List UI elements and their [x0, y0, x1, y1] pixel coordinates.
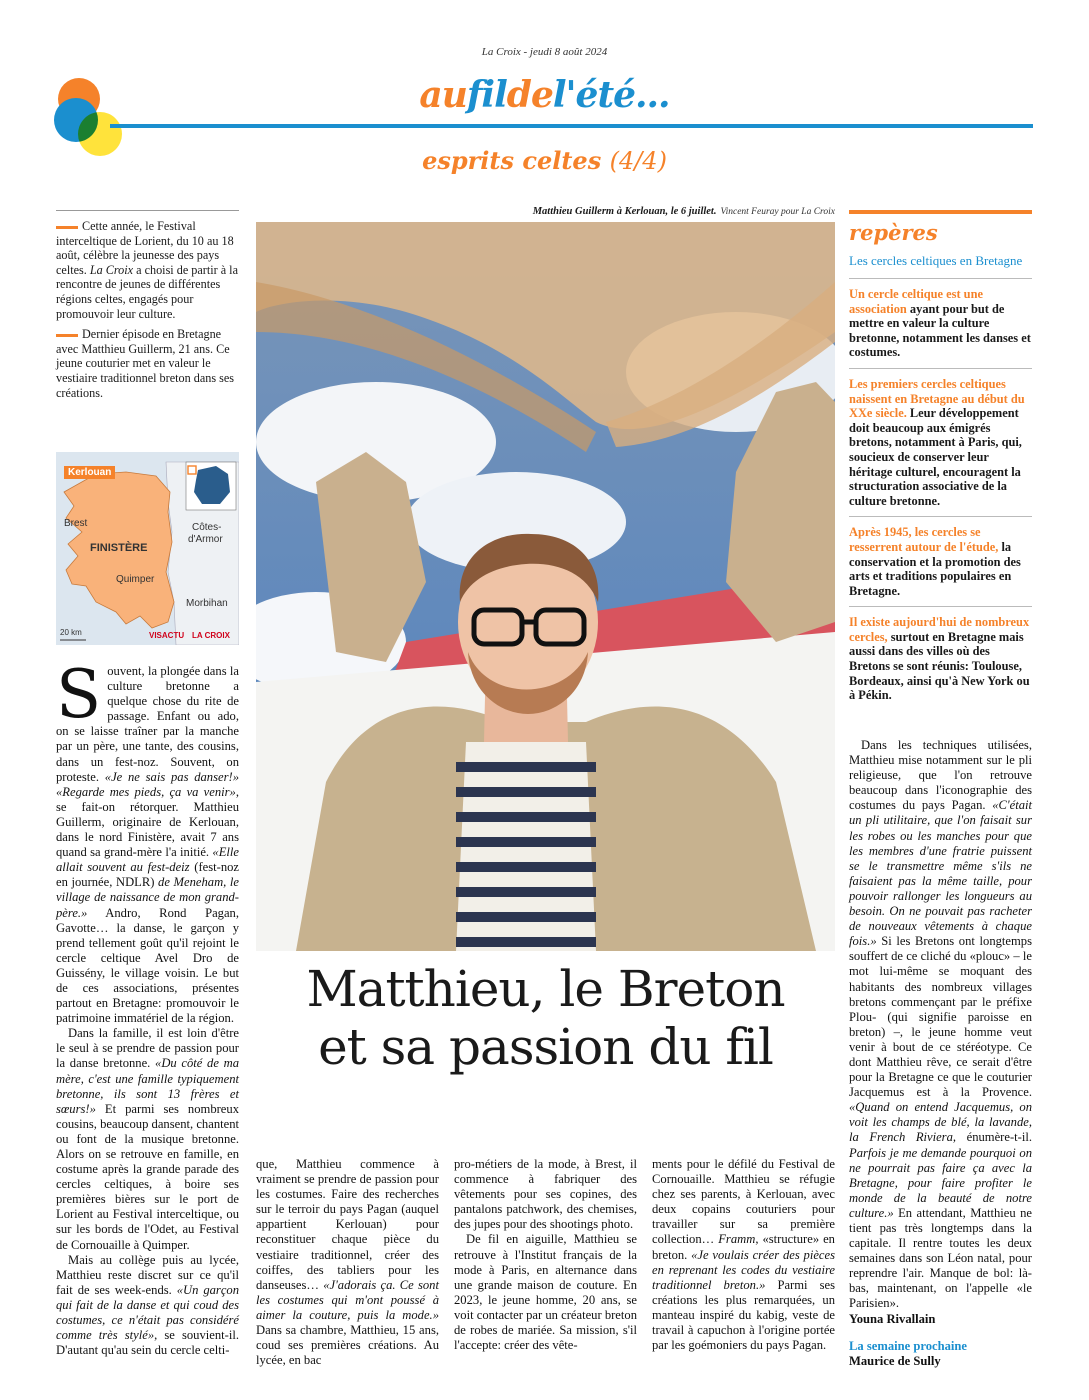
locator-map	[56, 452, 239, 645]
dateline: La Croix - jeudi 8 août 2024	[481, 46, 608, 58]
article-column-2	[256, 1157, 439, 1368]
intro-paragraph-1: Cette année, le Festival interceltique de Lorient, du 10 au 18 août, célèbre la jeunesse des pays celtes. La Croix a choisi de partir à la rencontre de jeunes de différentes régions celtes, engagés pour promouvoir leur culture.	[56, 219, 238, 321]
map-credit-lacroix: LA CROIX	[192, 631, 230, 640]
headline: Matthieu, le Breton et sa passion du fil	[306, 960, 785, 1076]
author-signature: Youna Rivallain	[849, 1311, 936, 1326]
intro-box	[56, 210, 239, 406]
next-week-label: La semaine prochaine	[849, 1338, 968, 1353]
reperes-item: Un cercle celtique est une association ayant pour but de mettre en valeur la culture bretonne, notamment les danses et costumes.	[849, 278, 1032, 368]
article-column-3	[454, 1157, 637, 1353]
map-credit-visactu: VISACTU	[149, 631, 185, 640]
series-title: esprits celtes (4/4)	[422, 146, 667, 175]
article-paragraph: ments pour le défilé du Festival de Cornouaille. Matthieu se réfugie chez ses parents, à Kerlouan, avec deux copains couturiers pour travailler sur sa première collection… Framm, «structure» en breton. «Je voulais créer des pièces en reprenant les codes du vestiaire traditionnel breton.» Parmi ses créations les plus remarquées, un manteau inspiré du kabig, veste de travail à capuchon à l'origine portée par les goémoniers du pays Pagan.	[652, 1157, 835, 1353]
next-week-title: Maurice de Sully	[849, 1353, 941, 1368]
map-label-quimper: Quimper	[116, 574, 155, 585]
map-label-armor: d'Armor	[188, 534, 223, 545]
map-label-morbihan: Morbihan	[186, 598, 228, 609]
reperes-subtitle: Les cercles celtiques en Bretagne	[849, 253, 1023, 268]
section-brand: aufildel'été...	[419, 74, 670, 116]
article-column-4	[652, 1157, 835, 1353]
reperes-sidebar	[849, 210, 1032, 711]
article-column-1	[56, 656, 240, 1358]
photo-caption: Matthieu Guillerm à Kerlouan, le 6 juillet. Vincent Feuray pour La Croix	[532, 206, 835, 217]
map-label-finistere: FINISTÈRE	[90, 542, 148, 554]
map-label-cotes: Côtes-	[192, 522, 222, 533]
reperes-item: Après 1945, les cercles se resserrent autour de l'étude, la conservation et la promotion des arts et traditions populaires en Bretagne.	[849, 516, 1032, 606]
reperes-item: Il existe aujourd'hui de nombreux cercles, surtout en Bretagne mais aussi dans des villes où des Bretons se sont réunis: Toulouse, Bordeaux, ainsi qu'à New York ou à Pékin.	[849, 606, 1032, 711]
article-paragraph: Dans les techniques utilisées, Matthieu mise notamment sur le pli religieuse, que l'on retrouve beaucoup dans l'iconographie des costumes du pays Pagan. «C'était un pli utilitaire, que l'on faisait sur les robes ou les manches pour que les membres d'une fratrie puissent se le transmettre même s'ils ne faisaient pas la même taille, pour pouvoir rallonger les longueurs au besoin. On ne pouvait pas racheter de nouveaux vêtements à chaque fois.» Si les Bretons ont longtemps souffert de ce cliché du «plouc» – le mot lui-même se moquant des habitants des nombreux villages bretons commençant par le préfixe Plou- (qui signifie paroisse en breton) –, le jeune homme veut venir à bout de ce stéréotype. Ce dont Matthieu rêve, ce serait d'être pour la Bretagne ce que le couturier Jacquemus est à la Provence. «Quand on entend Jacquemus, on voit les champs de blé, la lavande, la French Riviera, énumère-t-il. Parfois je me demande pourquoi on ne pourrait pas faire ça avec la Bretagne, pour faire profiter le monde de la beauté de notre culture.» En attendant, Matthieu ne tient pas très longtemps dans la capitale. Il rentre toutes les deux semaines dans son Léon natal, pour reprendre l'air. Manque de bol: là-bas, maintenant, on l'appelle «le Parisien».	[849, 738, 1032, 1311]
reperes-item: Les premiers cercles celtiques naissent en Bretagne au début du XXe siècle. Leur développement doit beaucoup aux émigrés bretons, notamment à Paris, qui, soucieux de conserver leur héritage culturel, encouragent la structuration associative de la culture bretonne.	[849, 368, 1032, 516]
map-label-kerlouan: Kerlouan	[64, 466, 115, 479]
article-paragraph: que, Matthieu commence à vraiment se prendre de passion pour les costumes. Faire des recherches sur le terroir du pays Pagan (auquel appartient Kerlouan) pour reconstituer chaque pièce du vestiaire traditionnel, créer des coiffes, des tabliers pour les danseuses… «J'adorais ça. Ce sont les costumes qui m'ont poussé à aimer la couture, puis la mode.» Dans sa chambre, Matthieu, 15 ans, coud ses premières créations. Au lycée, en bac	[256, 1157, 439, 1368]
map-label-brest: Brest	[64, 518, 88, 529]
orange-dash	[56, 334, 78, 337]
article-paragraph: Mais au collège puis au lycée, Matthieu reste discret sur ce qu'il fait de ses week-ends. «Un garçon qui fait de la danse et qui coud des costumes, ce n'était pas considéré comme très stylé», se souvient-il. D'autant qu'au sein du cercle celti-	[56, 1252, 239, 1358]
article-column-5	[849, 738, 1032, 1369]
map-scale: 20 km	[60, 628, 82, 637]
article-paragraph: De fil en aiguille, Matthieu se retrouve à l'Institut français de la mode à Paris, en alternance dans une grande maison de couture. En 2023, le jeune homme, 20 ans, se voit contacter par un créateur breton de robes de mariée. Sa mission, s'il l'accepte: créer des vête-	[454, 1232, 637, 1353]
article-paragraph: pro-métiers de la mode, à Brest, il commence à fabriquer des vêtements pour ses copines, des pantalons patchwork, des chemises, des jupes pour des shootings photo.	[454, 1157, 637, 1232]
brand-rule	[110, 124, 1033, 128]
main-photo	[256, 222, 835, 951]
article-paragraph: Dans la famille, il est loin d'être le seul à se prendre de passion pour la danse bretonne. «Du côté de ma mère, c'est une famille typiquement bretonne, ils sont 13 frères et sœurs!» Et parmi ses nombreux cousins, beaucoup dansent, chantent ou font de la musique bretonne. Alors on se retrouve en famille, en costume après la grande parade des cercles celtiques, à boire ses premières bières sur le port de Lorient au Festival interceltique, ou sur les bords de l'Odet, au Festival de Cornouaille à Quimper.	[56, 1026, 239, 1252]
article-paragraph: Souvent, la plongée dans la culture bretonne a quelque chose du rite de passage. Enfant ou ado, on se laisse traîner par la manche par un père, une tante, des cousins, dans un fest-noz. Souvent, on proteste. «Je ne sais pas danser!» «Regarde mes pieds, ça va venir», se fait-on rétorquer. Matthieu Guillerm, originaire de Kerlouan, dans le nord Finistère, avait 7 ans quand sa grand-mère l'a initié. «Elle allait souvent au fest-deiz (fest-noz en journée, NDLR) de Meneham, le village de naissance de mon grand-père.» Andro, Rond Pagan, Gavotte… la danse, le garçon y prend tellement goût qu'il rejoint le cercle celtique Avel Dro de Guissény, le village voisin. Le but de ces associations, présentes partout en Bretagne: promouvoir le patrimoine immatériel de la région.	[56, 656, 240, 1026]
reperes-title: repères	[849, 220, 938, 245]
drop-cap: S	[56, 656, 102, 733]
map-shape	[56, 452, 239, 645]
orange-dash	[56, 226, 78, 229]
portrait-illustration	[256, 222, 835, 951]
intro-paragraph-2: Dernier épisode en Bretagne avec Matthieu Guillerm, 21 ans. Ce jeune couturier met en valeur le vestiaire traditionnel breton dans ses créations.	[56, 327, 235, 400]
